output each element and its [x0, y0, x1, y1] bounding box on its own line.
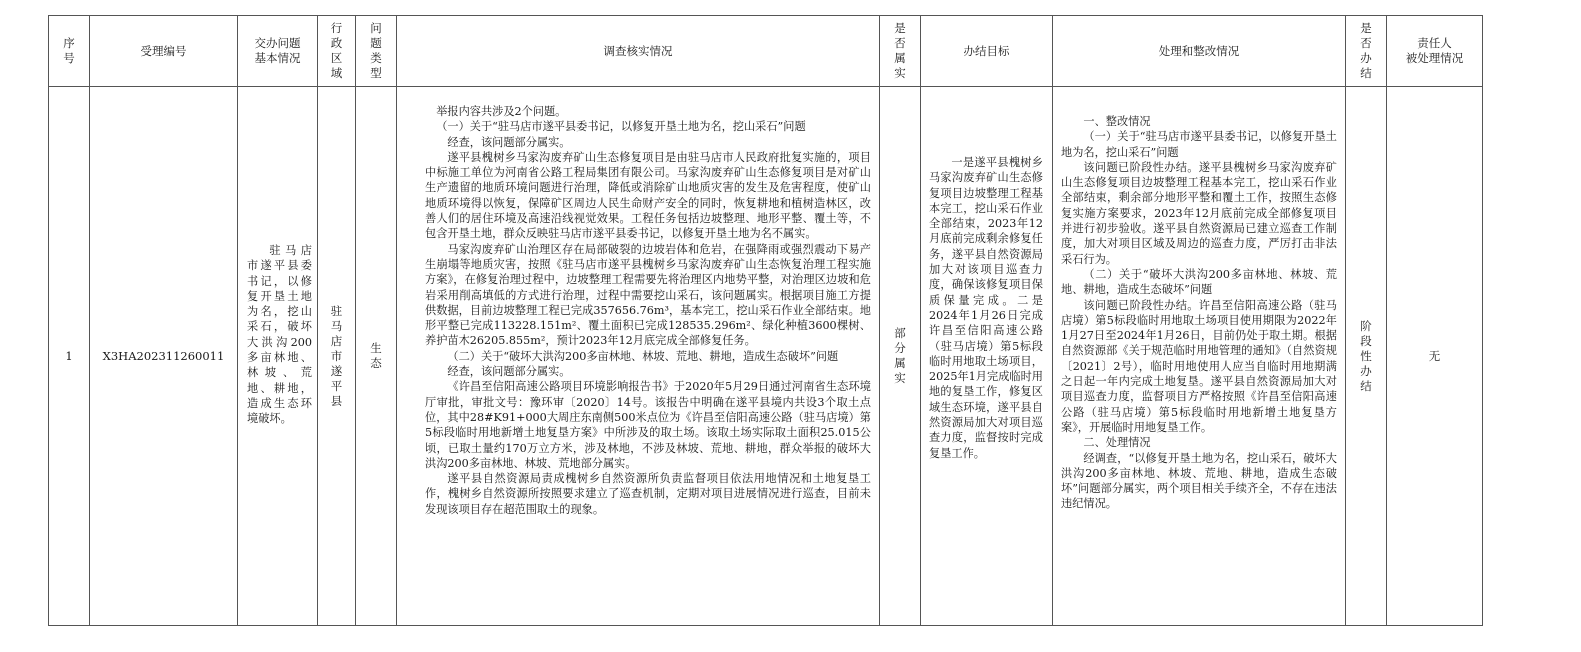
verify-para: 马家沟废弃矿山治理区存在局部破裂的边坡岩体和危岩，在强降雨或强烈震动下易产生崩塌等地质灾害，按照《驻马店市遂平县槐树乡马家沟废弃矿山生态恢复治理工程实施方案》，在修复治理过程中，边坡整理工程需要先将治理区内地势平整，对治理区边坡和危岩采用削高填低的方式进行治理，过程中需要挖山采石，该问题属实。根据项目施工方提供数据，目前边坡整理工程已完成357656.76m³，基本完工，挖山采石作业全部结束。地形平整已完成113228.151m²、覆土面积已完成128535.296m²、绿化种植3600棵树、养护苗木26205.855m²，预计2023年12月底完成全部修复任务。 — [425, 242, 871, 348]
cell-region: 驻马店市遂平县 — [318, 87, 356, 626]
table-row — [49, 87, 1483, 626]
cell-goal: 一是遂平县槐树乡马家沟废弃矿山生态修复项目边坡整理工程基本完工，挖山采石作业全部结束，2023年12月底前完成剩余修复任务，遂平县自然资源局加大对该项目巡查力度，确保该修复项目保质保量完成。二是2024年1月26日完成许昌至信阳高速公路（驻马店境）第5标段临时用地取土场项目，2025年1月完成临时用地的复垦工作，修复区域生态环境，遂平县自然资源局加大对项目巡查力度，监督按时完成复垦工作。 — [921, 87, 1053, 626]
header-region: 行政区域 — [318, 16, 356, 87]
cell-done: 阶段性办结 — [1346, 87, 1387, 626]
verify-para: 遂平县自然资源局责成槐树乡自然资源所负责监督项目依法用地情况和土地复垦工作，槐树乡自然资源所按照要求建立了巡查机制，定期对项目进展情况进行巡查，目前未发现该项目存在超范围取土的现象。 — [425, 472, 871, 516]
cell-issue: 驻马店市遂平县委书记，以修复开垦土地为名，挖山采石，破坏大洪沟200多亩林地、林坡、荒地、耕地，造成生态环境破坏。 — [238, 87, 318, 626]
verify-para: 举报内容共涉及2个问题。 — [436, 105, 567, 118]
cell-case-no: X3HA202311260011 — [90, 87, 238, 626]
header-goal: 办结目标 — [921, 16, 1053, 87]
header-fix: 处理和整改情况 — [1053, 16, 1346, 87]
cell-is-true: 部分属实 — [880, 87, 921, 626]
fix-para: 该问题已阶段性办结。许昌至信阳高速公路（驻马店境）第5标段临时用地取土场项目使用期限为2022年1月27日至2024年1月26日，目前仍处于取土期。根据自然资源部《关于规范临时用地管理的通知》（自然资规〔2021〕2号），临时用地使用人应当自临时用地期满之日起一年内完成土地复垦。遂平县自然资源局加大对项目巡查力度，监督项目方严格按照《许昌至信阳高速公路（驻马店境）第5标段临时用地新增土地复垦方案》，开展临时用地复垦工作。 — [1061, 298, 1337, 434]
verify-para: （一）关于“驻马店市遂平县委书记，以修复开垦土地为名，挖山采石”问题 — [436, 120, 806, 134]
header-row — [49, 16, 1483, 87]
cell-seq: 1 — [49, 87, 90, 626]
verify-para: 经查，该问题部分属实。 — [447, 135, 571, 149]
verify-para: 遂平县槐树乡马家沟废弃矿山生态修复项目是由驻马店市人民政府批复实施的，项目中标施工单位为河南省公路工程局集团有限公司。马家沟废弃矿山生态修复项目是对矿山生产遗留的地质环境问题进行治理，降低或消除矿山地质灾害的发生及危害程度，使矿山地质环境得以恢复，保障矿区周边人民生命财产安全的同时，恢复耕地和植树造林区，改善人们的居住环境及高速沿线视觉效果。工程任务包括边坡整理、地形平整、覆土等，不包含开垦土地，群众反映驻马店市遂平县委书记，以修复开垦土地为名不属实。 — [425, 150, 871, 241]
fix-para: 一、整改情况 — [1083, 115, 1151, 128]
header-type: 问题类型 — [356, 16, 397, 87]
verify-para: （二）关于“破坏大洪沟200多亩林地、林坡、荒地、耕地，造成生态破坏”问题 — [447, 349, 839, 363]
cell-responsible: 无 — [1387, 87, 1483, 626]
fix-para: 该问题已阶段性办结。遂平县槐树乡马家沟废弃矿山生态修复项目边坡整理工程基本完工，挖山采石作业全部结束，剩余部分地形平整和覆土工作，按照生态修复实施方案要求，2023年12月底前完成全部修复项目并进行初步验收。遂平县自然资源局已建立巡查工作制度，加大对项目区域及周边的巡查力度，严厉打击非法采石行为。 — [1061, 160, 1337, 266]
fix-para: （一）关于“驻马店市遂平县委书记，以修复开垦土地为名，挖山采石”问题 — [1061, 130, 1337, 159]
report-table — [48, 15, 1483, 626]
verify-para: 《许昌至信阳高速公路项目环境影响报告书》于2020年5月29日通过河南省生态环境厅审批，审批文号：豫环审〔2020〕14号。该报告中明确在遂平县境内共设3个取土点位，其中28#K91+000大周庄东南侧500米点位为《许昌至信阳高速公路（驻马店境）第5标段临时用地新增土地复垦方案》中所涉及的取土场。该取土场实际取土面积25.015公顷，已取土量约170万立方米，涉及林地，不涉及林坡、荒地、耕地，群众举报的破坏大洪沟200多亩林地、林坡、荒地部分属实。 — [425, 380, 871, 470]
header-responsible: 责任人 被处理情况 — [1387, 16, 1483, 87]
header-is-true: 是否属实 — [880, 16, 921, 87]
cell-verify — [397, 87, 880, 626]
cell-fix — [1053, 87, 1346, 626]
header-seq: 序号 — [49, 16, 90, 87]
fix-para: （二）关于“破坏大洪沟200多亩林地、林坡、荒地、耕地，造成生态破坏”问题 — [1061, 267, 1337, 297]
fix-para: 经调查，“以修复开垦土地为名，挖山采石，破坏大洪沟200多亩林地、林坡、荒地、耕地，造成生态破坏”问题部分属实，两个项目相关手续齐全，不存在违法违纪情况。 — [1061, 451, 1337, 511]
header-verify: 调查核实情况 — [397, 16, 880, 87]
fix-para: 二、处理情况 — [1083, 436, 1151, 450]
header-done: 是否办结 — [1346, 16, 1387, 87]
header-issue: 交办问题 基本情况 — [238, 16, 318, 87]
header-case-no: 受理编号 — [90, 16, 238, 87]
verify-para: 经查，该问题部分属实。 — [447, 365, 571, 379]
cell-type: 生态 — [356, 87, 397, 626]
